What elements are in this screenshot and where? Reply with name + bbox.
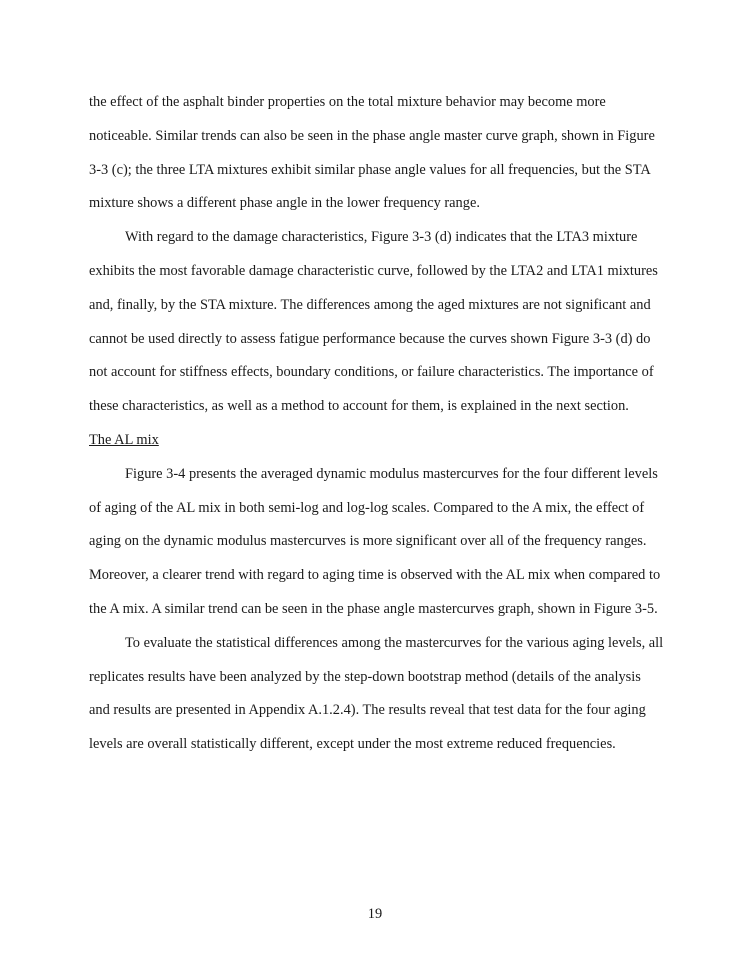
paragraph-continuation: the effect of the asphalt binder properties on the total mixture behavior may become more noticeable. Similar trends can also be seen in the phase angle master curve graph, shown in Figure 3-3 (c); the three LTA mixtures exhibit similar phase angle values for all frequencies, but the STA mixture shows a different phase angle in the lower frequency range. [89, 94, 655, 212]
paragraph-al-mix-modulus: Figure 3-4 presents the averaged dynamic modulus mastercurves for the four different levels of aging of the AL mix in both semi-log and log-log scales. Compared to the A mix, the effect of aging on the dynamic modulus mastercurves is more significant over all of the frequency ranges. Moreover, a clearer trend with regard to aging time is observed with the AL mix when compared to the A mix. A similar trend can be seen in the phase angle mastercurves graph, shown in Figure 3-5. [89, 465, 661, 617]
section-heading: The AL mix [89, 431, 159, 448]
page-number: 19 [367, 906, 383, 922]
paragraph-statistical-differences: To evaluate the statistical differences among the mastercurves for the various aging levels, all replicates results have been analyzed by the step-down bootstrap method (details of the analysis and results are presented in Appendix A.1.2.4). The results reveal that test data for the four aging levels are overall statistically different, except under the most extreme reduced frequencies. [89, 634, 664, 753]
document-body [89, 86, 664, 762]
paragraph-damage-characteristics: With regard to the damage characteristics, Figure 3-3 (d) indicates that the LTA3 mixture exhibits the most favorable damage characteristic curve, followed by the LTA2 and LTA1 mixtures and, finally, by the STA mixture. The differences among the aged mixtures are not significant and cannot be used directly to assess fatigue performance because the curves shown Figure 3-3 (d) do not account for stiffness effects, boundary conditions, or failure characteristics. The importance of these characteristics, as well as a method to account for them, is explained in the next section. [89, 229, 658, 415]
